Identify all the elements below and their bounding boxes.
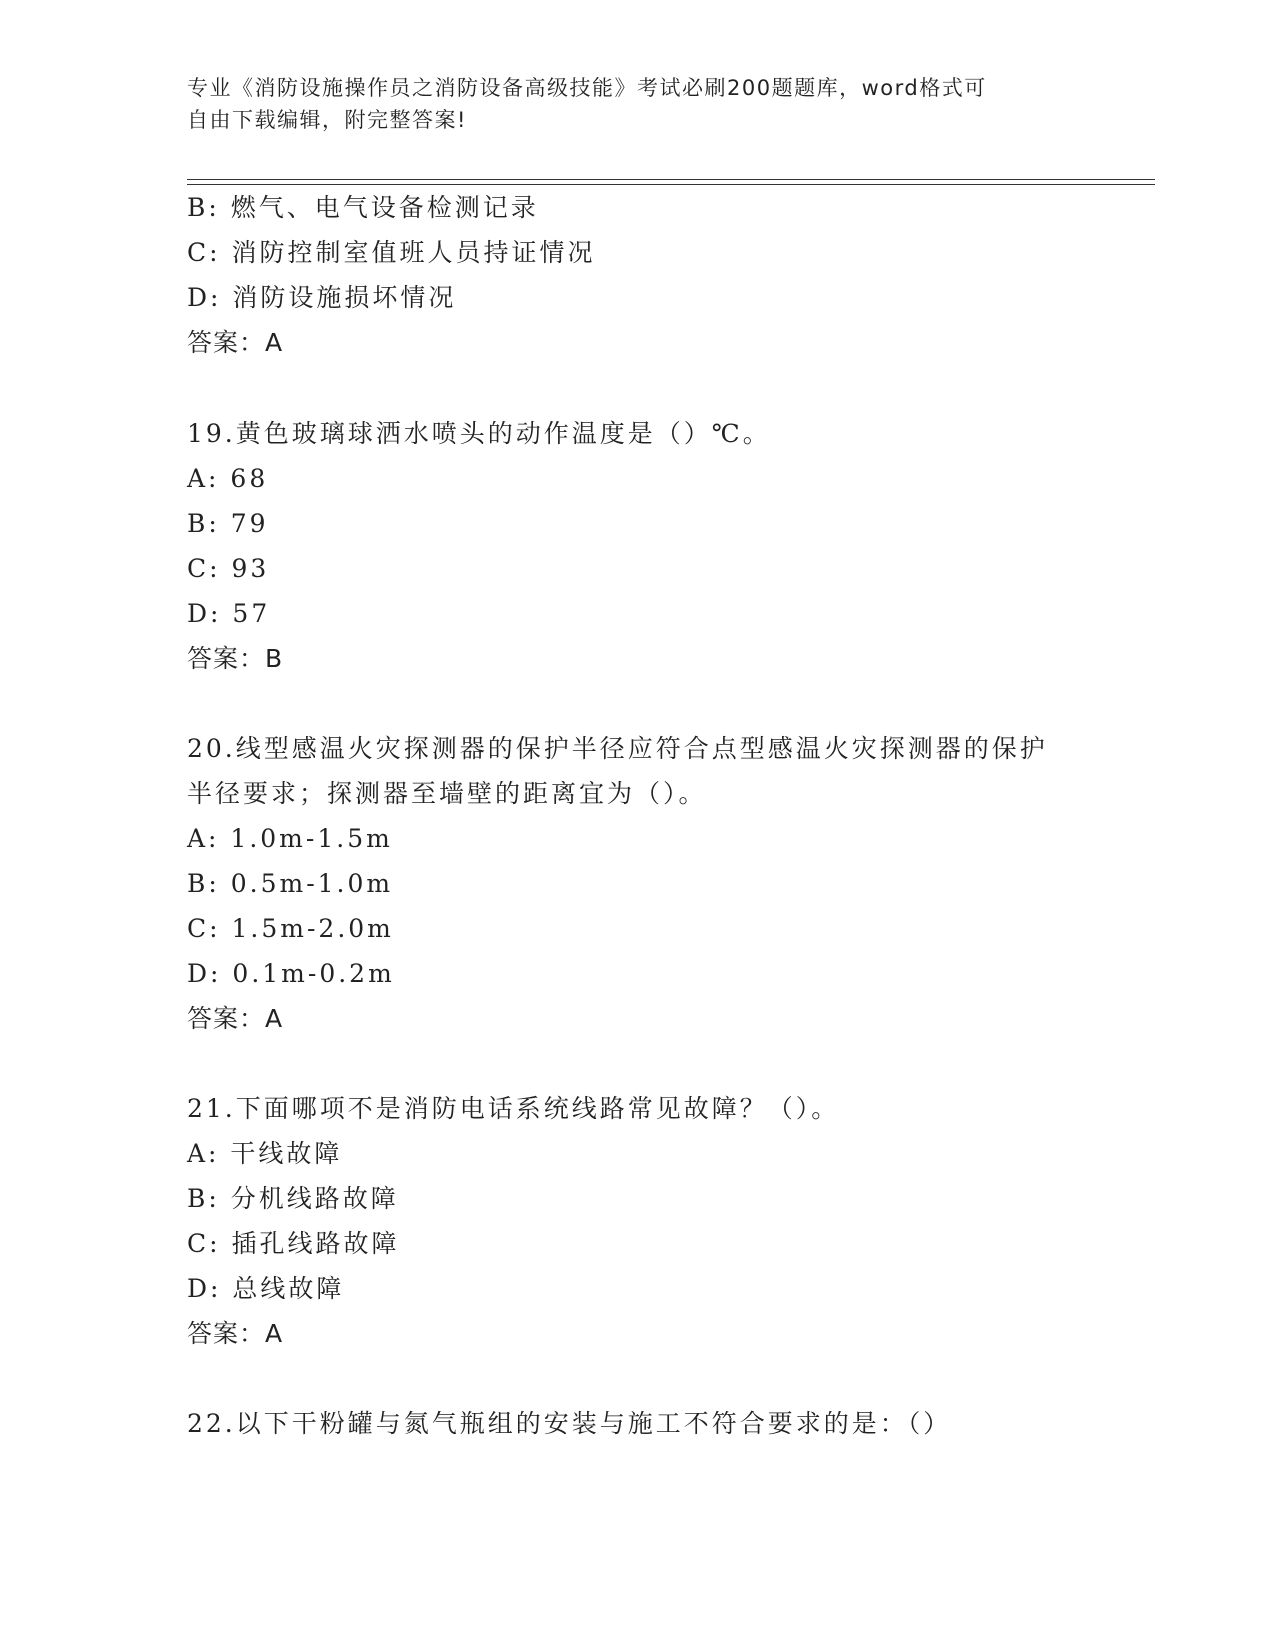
header-divider-bottom xyxy=(187,184,1155,185)
q21-option-d: D: 总线故障 xyxy=(187,1274,345,1303)
q19-option-d: D: 57 xyxy=(187,599,271,628)
q19-option-b: B: 79 xyxy=(187,509,269,538)
q18-option-d: D: 消防设施损坏情况 xyxy=(187,283,457,312)
q20-option-c: C: 1.5m-2.0m xyxy=(187,914,394,943)
q18-answer: 答案：A xyxy=(187,328,284,357)
q21-option-b: B: 分机线路故障 xyxy=(187,1184,399,1213)
q19-option-c: C: 93 xyxy=(187,554,270,583)
q21-option-c: C: 插孔线路故障 xyxy=(187,1229,400,1258)
q20-question-line-1: 20.线型感温火灾探测器的保护半径应符合点型感温火灾探测器的保护 xyxy=(187,734,1048,763)
q21-question: 21.下面哪项不是消防电话系统线路常见故障？（）。 xyxy=(187,1094,840,1123)
q18-option-c: C: 消防控制室值班人员持证情况 xyxy=(187,238,596,267)
q20-question-line-2: 半径要求；探测器至墙壁的距离宜为（）。 xyxy=(187,779,707,808)
document-header xyxy=(187,72,1087,136)
q19-question: 19.黄色玻璃球洒水喷头的动作温度是（）℃。 xyxy=(187,419,771,448)
q22-question: 22.以下干粉罐与氮气瓶组的安装与施工不符合要求的是：（） xyxy=(187,1409,952,1438)
q20-option-b: B: 0.5m-1.0m xyxy=(187,869,394,898)
header-line-1: 专业《消防设施操作员之消防设备高级技能》考试必刷200题题库，word格式可 xyxy=(187,76,987,100)
q21-option-a: A: 干线故障 xyxy=(187,1139,343,1168)
q19-answer: 答案：B xyxy=(187,644,284,673)
q20-option-d: D: 0.1m-0.2m xyxy=(187,959,395,988)
q20-option-a: A: 1.0m-1.5m xyxy=(187,824,393,853)
q19-option-a: A: 68 xyxy=(187,464,269,493)
header-divider-top xyxy=(187,179,1155,180)
q18-option-b: B: 燃气、电气设备检测记录 xyxy=(187,193,539,222)
q21-answer: 答案：A xyxy=(187,1319,284,1348)
q20-answer: 答案：A xyxy=(187,1004,284,1033)
header-line-2: 自由下载编辑，附完整答案! xyxy=(187,108,467,132)
